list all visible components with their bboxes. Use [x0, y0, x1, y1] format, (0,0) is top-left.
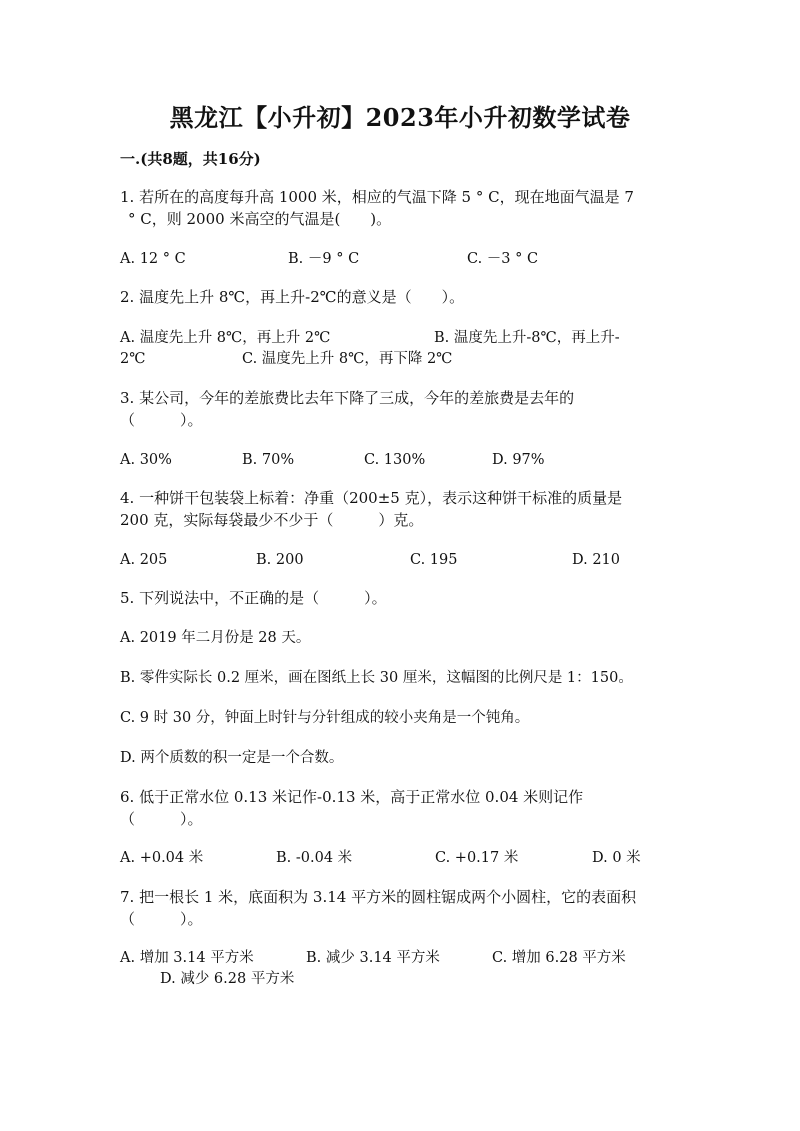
question-1-option-a: A. 12 ° C: [120, 251, 186, 267]
question-7-option-d: D. 减少 6.28 平方米: [160, 971, 295, 987]
question-6-option-c: C. +0.17 米: [435, 850, 519, 866]
question-1-line-2: ° C，则 2000 米高空的气温是( )。: [128, 210, 392, 228]
question-6-option-b: B. -0.04 米: [276, 850, 353, 866]
question-2-option-b-cont: 2℃: [120, 351, 146, 367]
question-5-option-a: A. 2019 年二月份是 28 天。: [120, 630, 311, 646]
question-4-option-a: A. 205: [120, 552, 168, 568]
question-3-line-2: （ ）。: [120, 411, 203, 429]
question-7-line-2: （ ）。: [120, 910, 203, 928]
question-1-line-1: 1. 若所在的高度每升高 1000 米，相应的气温下降 5 ° C，现在地面气温是 7: [120, 188, 634, 206]
question-3-option-d: D. 97%: [492, 452, 545, 468]
question-1-option-b: B. －9 ° C: [288, 251, 360, 267]
question-3-option-b: B. 70%: [242, 452, 295, 468]
question-2-option-c: C. 温度先上升 8℃，再下降 2℃: [242, 351, 453, 367]
question-2-option-b: B. 温度先上升-8℃，再上升-: [434, 330, 620, 346]
question-6-option-d: D. 0 米: [592, 850, 641, 866]
question-4-line-1: 4. 一种饼干包装袋上标着：净重（200±5 克），表示这种饼干标准的质量是: [120, 489, 623, 507]
question-5-option-d: D. 两个质数的积一定是一个合数。: [120, 750, 344, 766]
question-6-option-a: A. +0.04 米: [120, 850, 204, 866]
question-1-option-c: C. －3 ° C: [467, 251, 539, 267]
question-4-option-d: D. 210: [572, 552, 621, 568]
question-7-line-1: 7. 把一根长 1 米，底面积为 3.14 平方米的圆柱锯成两个小圆柱，它的表面积: [120, 888, 637, 906]
question-6-line-2: （ ）。: [120, 810, 203, 828]
question-5-option-b: B. 零件实际长 0.2 厘米，画在图纸上长 30 厘米，这幅图的比例尺是 1：150。: [120, 670, 633, 686]
question-5-option-c: C. 9 时 30 分，钟面上时针与分针组成的较小夹角是一个钝角。: [120, 710, 530, 726]
question-3-option-c: C. 130%: [364, 452, 426, 468]
section-heading: 一.(共8题，共16分): [120, 150, 261, 168]
question-7-option-c: C. 增加 6.28 平方米: [492, 950, 626, 966]
question-3-option-a: A. 30%: [120, 452, 172, 468]
question-4-option-b: B. 200: [256, 552, 304, 568]
question-4-option-c: C. 195: [410, 552, 458, 568]
question-3-line-1: 3. 某公司，今年的差旅费比去年下降了三成，今年的差旅费是去年的: [120, 389, 575, 407]
page-title: 黑龙江【小升初】2023年小升初数学试卷: [169, 103, 631, 132]
question-6-line-1: 6. 低于正常水位 0.13 米记作-0.13 米，高于正常水位 0.04 米则记作: [120, 788, 584, 806]
question-5-line-1: 5. 下列说法中，不正确的是（ ）。: [120, 589, 387, 607]
question-7-option-a: A. 增加 3.14 平方米: [120, 950, 254, 966]
question-2-line-1: 2. 温度先上升 8℃，再上升-2℃的意义是（ ）。: [120, 288, 465, 306]
question-7-option-b: B. 减少 3.14 平方米: [306, 950, 440, 966]
question-2-option-a: A. 温度先上升 8℃，再上升 2℃: [120, 330, 331, 346]
question-4-line-2: 200 克，实际每袋最少不少于（ ）克。: [120, 511, 424, 529]
